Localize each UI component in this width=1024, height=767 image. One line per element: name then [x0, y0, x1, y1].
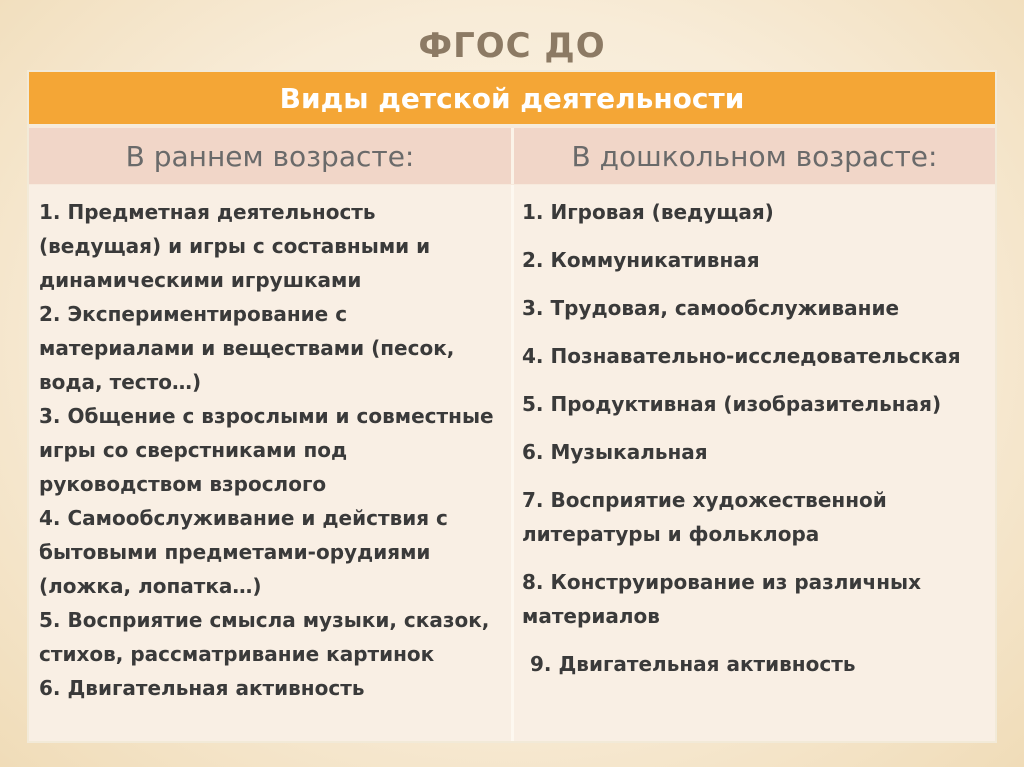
activities-table [27, 70, 997, 743]
column-heading-early-age: В раннем возрасте: [29, 128, 514, 184]
preschool-age-list [514, 185, 995, 741]
list-item: 2. Экспериментирование с материалами и веществами (песок, вода, тесто…) [39, 302, 455, 394]
list-item: 1. Игровая (ведущая) [522, 200, 774, 224]
slide-title: ФГОС ДО [418, 26, 606, 66]
list-item: 9. Двигательная активность [530, 652, 856, 676]
list-item: 5. Продуктивная (изобразительная) [522, 392, 942, 416]
list-item: 3. Трудовая, самообслуживание [522, 296, 900, 320]
list-item: 4. Познавательно-исследовательская [522, 344, 961, 368]
list-item: 6. Музыкальная [522, 440, 708, 464]
list-item: 7. Восприятие художественной литературы и фольклора [522, 488, 887, 546]
list-item: 4. Самообслуживание и действия с бытовыми предметами-орудиями (ложка, лопатка…) [39, 506, 448, 598]
column-heading-preschool-age: В дошкольном возрасте: [514, 128, 995, 184]
list-item: 5. Восприятие смысла музыки, сказок, стихов, рассматривание картинок [39, 608, 490, 666]
list-item: 8. Конструирование из различных материалов [522, 570, 921, 628]
list-item: 1. Предметная деятельность (ведущая) и игры с составными и динамическими игрушками [39, 200, 431, 292]
list-item: 3. Общение с взрослыми и совместные игры со сверстниками под руководством взрослого [39, 404, 494, 496]
table-header: Виды детской деятельности [29, 72, 995, 126]
list-item: 2. Коммуникативная [522, 248, 760, 272]
early-age-list [29, 185, 514, 741]
list-item: 6. Двигательная активность [39, 676, 365, 700]
